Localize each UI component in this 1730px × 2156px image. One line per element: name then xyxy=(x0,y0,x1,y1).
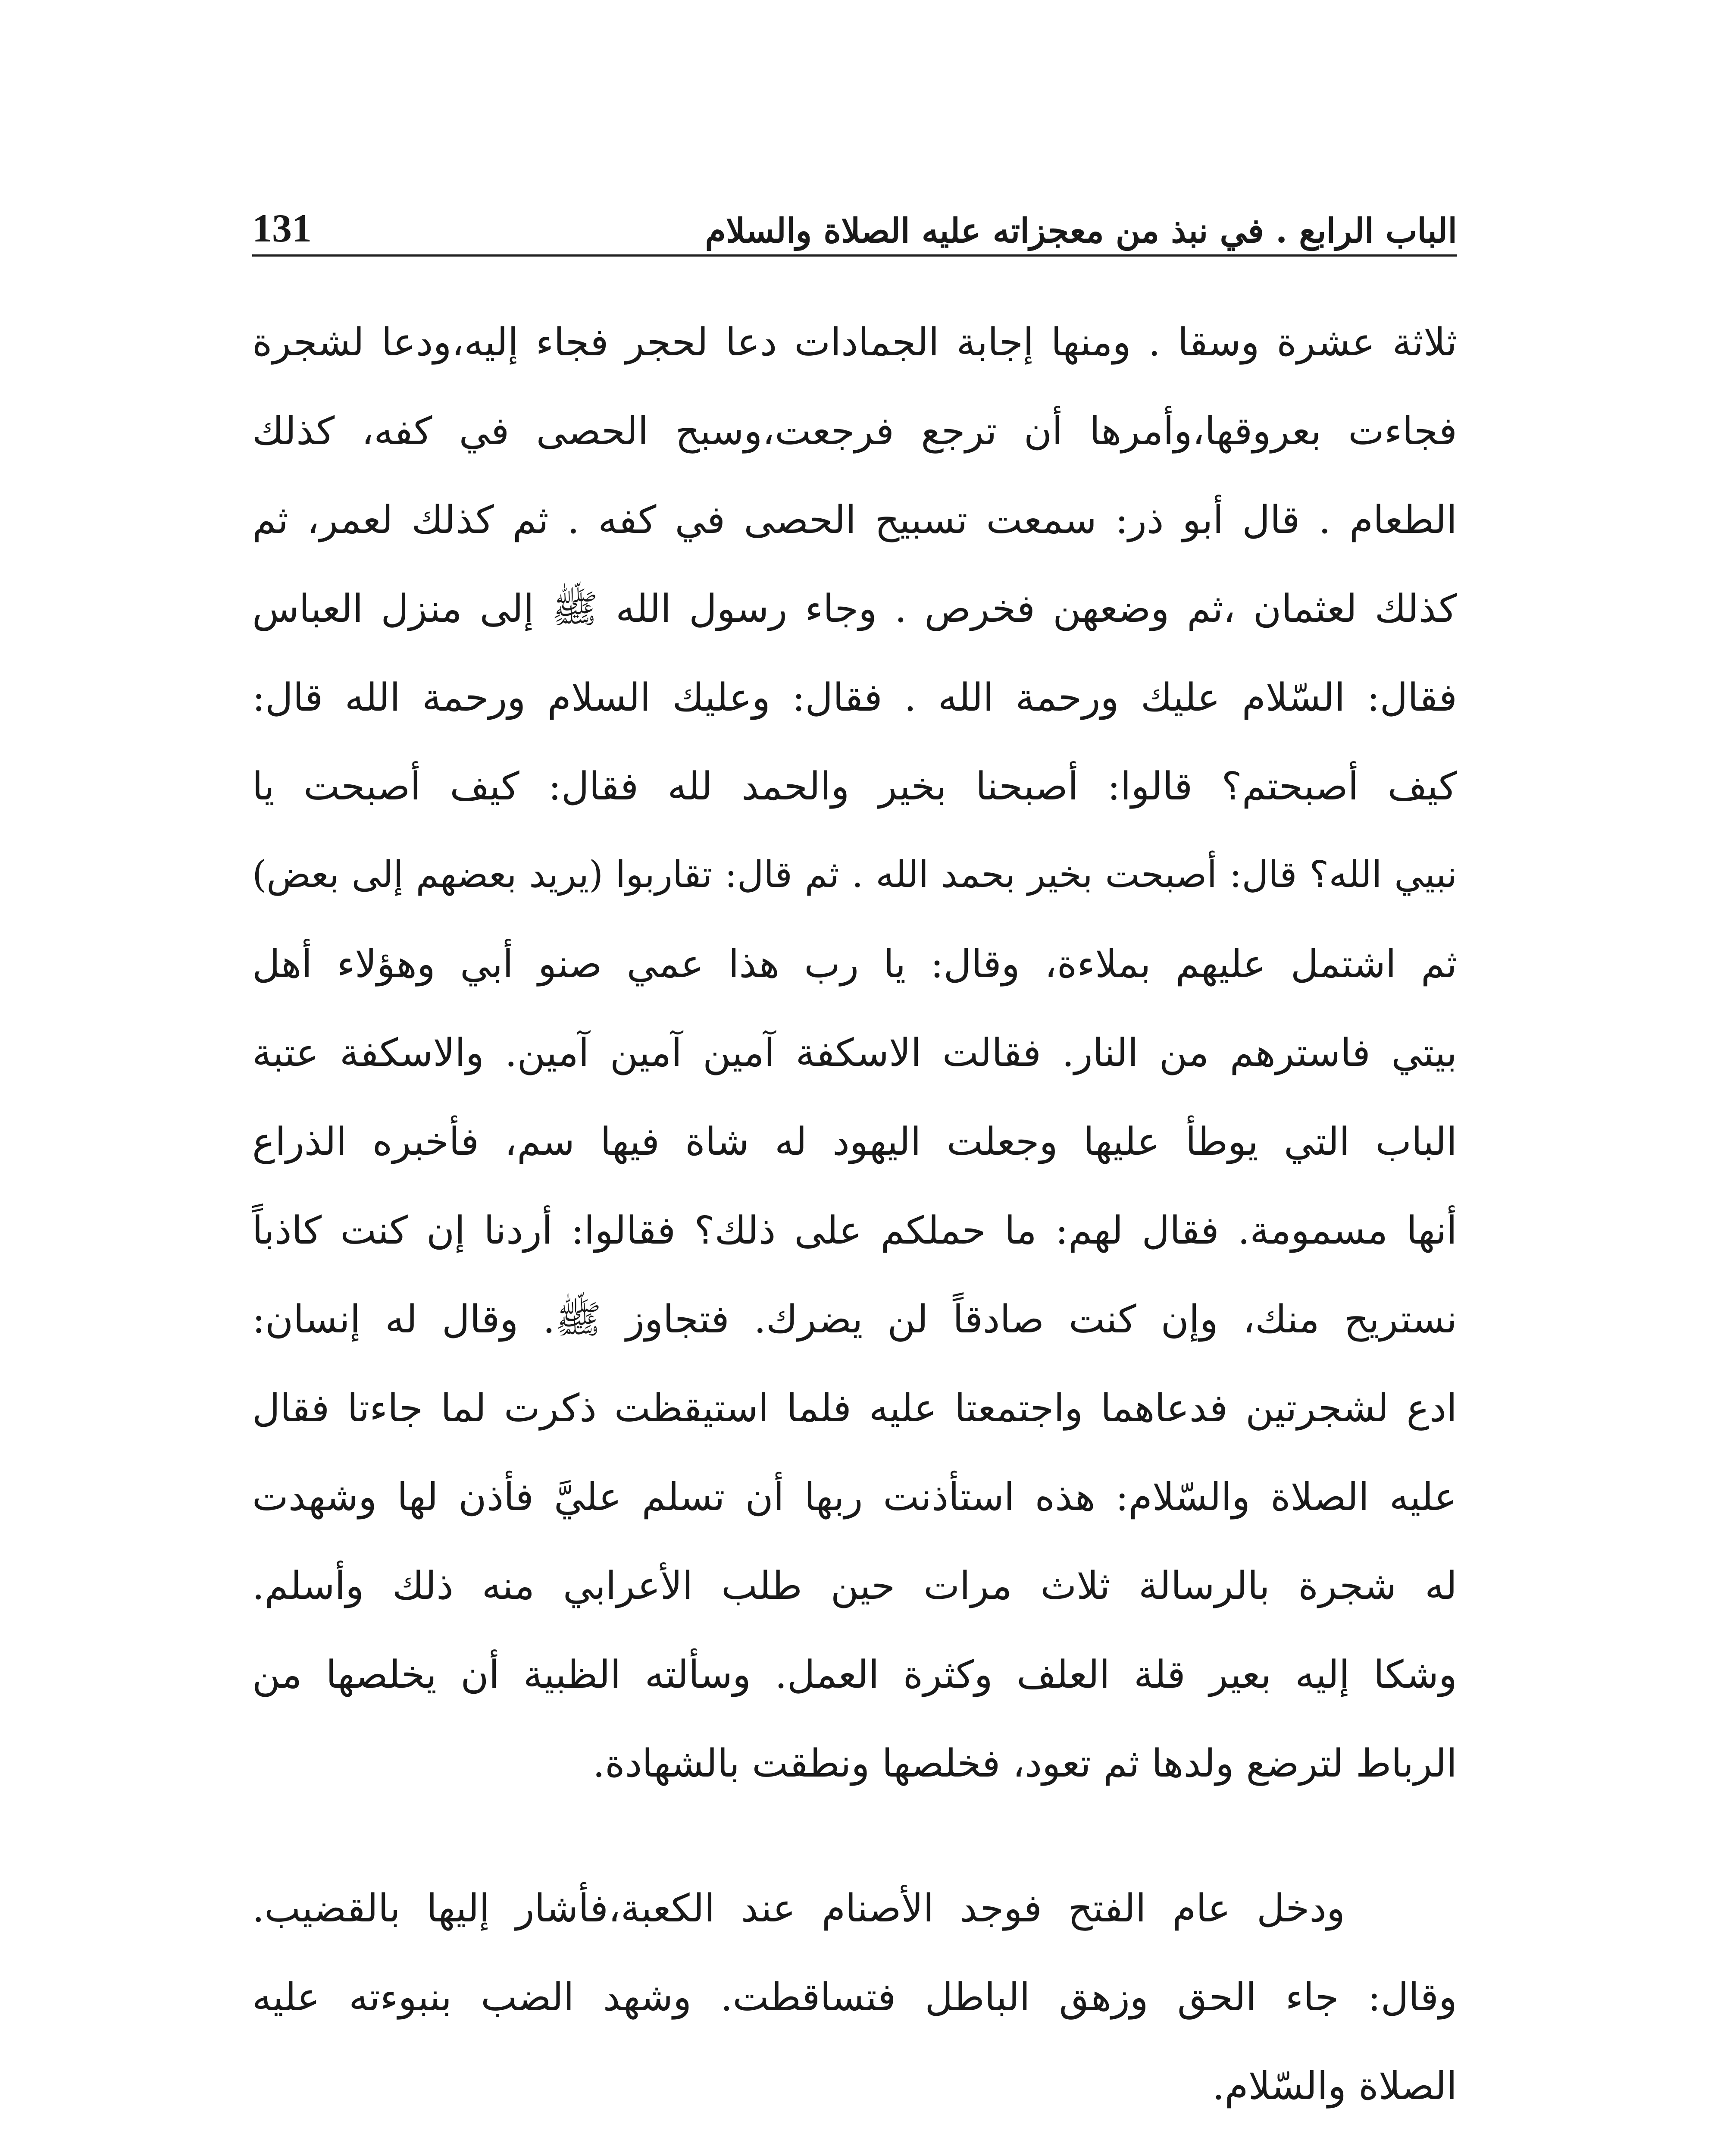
text-line: له شجرة بالرسالة ثلاث مرات حين طلب الأعرابي منه ذلك وأسلم. xyxy=(252,1563,1457,1608)
text-line: ودخل عام الفتح فوجد الأصنام عند الكعبة،فأشار إليها بالقضيب. xyxy=(252,1886,1345,1930)
text-line: فجاءت بعروقها،وأمرها أن ترجع فرجعت،وسبح الحصى في كفه، كذلك xyxy=(252,408,1457,453)
text-line: الصلاة والسّلام. xyxy=(1212,2063,1457,2108)
paragraph-2 xyxy=(252,1864,1457,2130)
paragraph-1 xyxy=(252,298,1457,1808)
text-line: ثلاثة عشرة وسقا . ومنها إجابة الجمادات دعا لحجر فجاء إليه،ودعا لشجرة xyxy=(252,320,1457,364)
text-line: بيتي فاسترهم من النار. فقالت الاسكفة آمين آمين آمين. والاسكفة عتبة xyxy=(252,1030,1457,1075)
text-line: الباب التي يوطأ عليها وجعلت اليهود له شاة فيها سم، فأخبره الذراع xyxy=(252,1119,1457,1164)
text-line: عليه الصلاة والسّلام: هذه استأذنت ربها أن تسلم عليَّ فأذن لها وشهدت xyxy=(252,1474,1457,1519)
text-line: الطعام . قال أبو ذر: سمعت تسبيح الحصى في كفه . ثم كذلك لعمر، ثم xyxy=(252,497,1457,542)
running-title: الباب الرابع . في نبذ من معجزاته عليه الصلاة والسلام xyxy=(705,211,1457,251)
running-header xyxy=(252,192,1457,257)
text-line: نبيي الله؟ قال: أصبحت بخير بحمد الله . ثم قال: تقاربوا (يريد بعضهم إلى بعض) xyxy=(252,853,1457,896)
text-line: وقال: جاء الحق وزهق الباطل فتساقطت. وشهد الضب بنبوءته عليه xyxy=(252,1974,1457,2019)
text-line: ثم اشتمل عليهم بملاءة، وقال: يا رب هذا عمي صنو أبي وهؤلاء أهل xyxy=(252,941,1457,986)
text-line: الرباط لترضع ولدها ثم تعود، فخلصها ونطقت بالشهادة. xyxy=(592,1741,1457,1786)
body-text xyxy=(252,298,1457,2156)
text-line: أنها مسمومة. فقال لهم: ما حملكم على ذلك؟ فقالوا: أردنا إن كنت كاذباً xyxy=(252,1208,1457,1253)
text-line: كذلك لعثمان ،ثم وضعهن فخرص . وجاء رسول الله ﷺ إلى منزل العباس xyxy=(252,586,1457,631)
page-number: 131 xyxy=(252,206,312,250)
text-line: ادع لشجرتين فدعاهما واجتمعتا عليه فلما استيقظت ذكرت لما جاءتا فقال xyxy=(252,1385,1457,1430)
text-line: فقال: السّلام عليك ورحمة الله . فقال: وعليك السلام ورحمة الله قال: xyxy=(252,675,1457,720)
text-line: وشكا إليه بعير قلة العلف وكثرة العمل. وسألته الظبية أن يخلصها من xyxy=(252,1652,1457,1697)
header-rule xyxy=(252,254,1457,257)
text-line: نستريح منك، وإن كنت صادقاً لن يضرك. فتجاوز ﷺ. وقال له إنسان: xyxy=(252,1297,1457,1341)
text-line: كيف أصبحتم؟ قالوا: أصبحنا بخير والحمد لله فقال: كيف أصبحت يا xyxy=(252,764,1457,808)
